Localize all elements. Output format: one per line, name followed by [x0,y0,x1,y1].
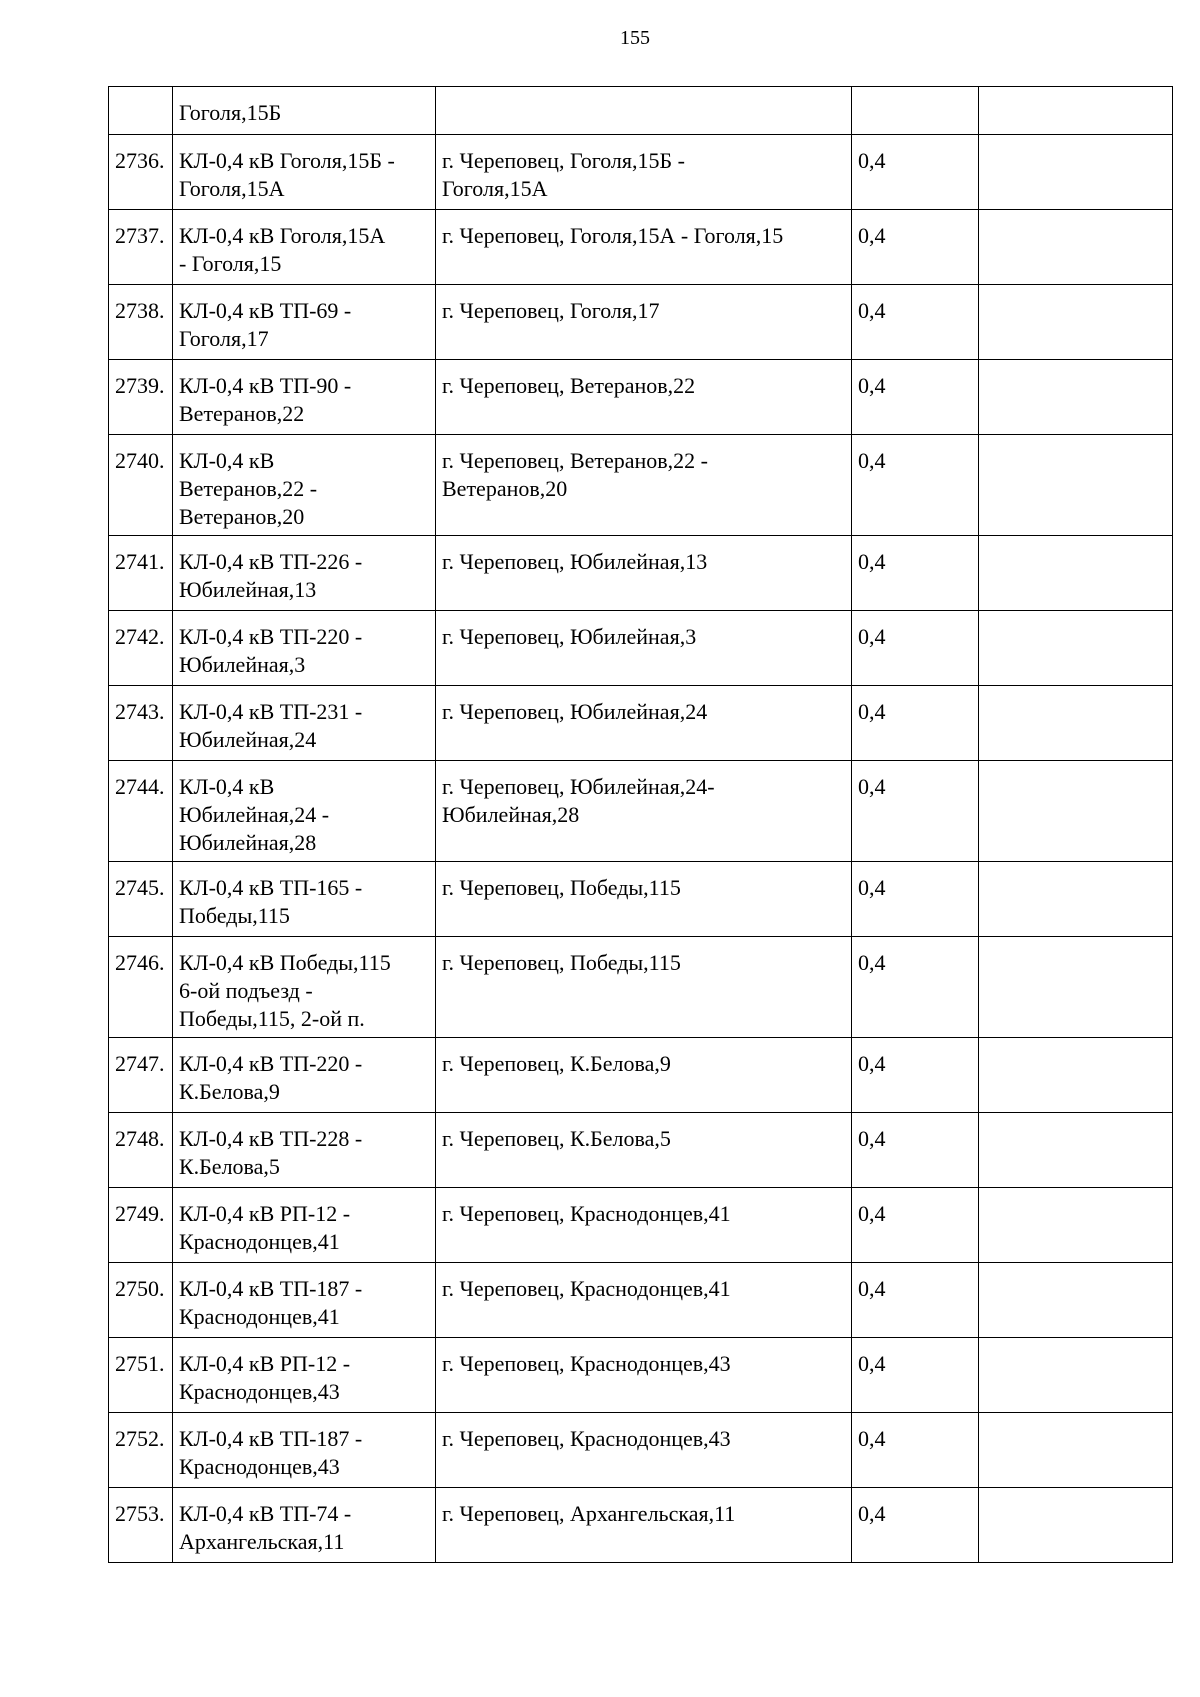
row-number-cell [109,1338,173,1413]
line-address-cell [436,686,852,761]
line-name: КЛ-0,4 кВ Победы,115 6-ой подъезд - Победы,115, 2-ой п. [179,950,391,1031]
line-voltage-cell [852,210,979,285]
line-name-cell [173,611,436,686]
row-number: 2745. [115,875,165,900]
line-name-cell [173,360,436,435]
line-note-cell [979,210,1173,285]
line-name-cell [173,285,436,360]
line-name-cell [173,1338,436,1413]
line-address: г. Череповец, Юбилейная,24 [442,699,708,724]
line-name-cell [173,536,436,611]
table-row [109,1488,1173,1563]
line-note-cell [979,1338,1173,1413]
line-name: КЛ-0,4 кВ ТП-231 - Юбилейная,24 [179,699,363,752]
line-address: г. Череповец, Краснодонцев,43 [442,1426,731,1451]
row-number: 2747. [115,1051,165,1076]
line-address-cell [436,761,852,862]
line-address-cell [436,937,852,1038]
line-name-cell [173,1413,436,1488]
line-voltage-cell [852,1113,979,1188]
row-number-cell [109,1038,173,1113]
line-name: КЛ-0,4 кВ ТП-90 - Ветеранов,22 [179,373,352,426]
line-name-cell [173,862,436,937]
line-address-cell [436,435,852,536]
row-number-cell [109,862,173,937]
line-address-cell [436,360,852,435]
line-address-cell [436,1413,852,1488]
line-address-cell [436,1263,852,1338]
row-number-cell [109,1113,173,1188]
line-note-cell [979,360,1173,435]
row-number-cell [109,135,173,210]
line-voltage: 0,4 [858,298,886,323]
line-voltage: 0,4 [858,1126,886,1151]
line-name: КЛ-0,4 кВ ТП-165 - Победы,115 [179,875,363,928]
line-name-cell [173,1263,436,1338]
table-row [109,611,1173,686]
table-row [109,686,1173,761]
line-voltage-cell [852,87,979,135]
row-number: 2748. [115,1126,165,1151]
line-name: КЛ-0,4 кВ Юбилейная,24 - Юбилейная,28 [179,774,330,855]
line-name: КЛ-0,4 кВ Ветеранов,22 - Ветеранов,20 [179,448,318,529]
line-voltage: 0,4 [858,373,886,398]
row-number: 2740. [115,448,165,473]
row-number-cell [109,611,173,686]
line-note-cell [979,1038,1173,1113]
line-note-cell [979,862,1173,937]
line-address: г. Череповец, Ветеранов,22 - Ветеранов,20 [442,448,709,501]
row-number-cell [109,210,173,285]
line-name-cell [173,686,436,761]
table-row [109,862,1173,937]
row-number: 2750. [115,1276,165,1301]
line-address: г. Череповец, Краснодонцев,41 [442,1276,731,1301]
row-number: 2746. [115,950,165,975]
row-number-cell [109,360,173,435]
line-voltage-cell [852,536,979,611]
line-voltage: 0,4 [858,1351,886,1376]
row-number-cell [109,1188,173,1263]
row-number-cell [109,1488,173,1563]
line-note-cell [979,1488,1173,1563]
line-name: КЛ-0,4 кВ РП-12 - Краснодонцев,41 [179,1201,351,1254]
row-number: 2753. [115,1501,165,1526]
line-name: КЛ-0,4 кВ Гоголя,15Б - Гоголя,15А [179,148,395,201]
line-voltage: 0,4 [858,774,886,799]
line-name-cell [173,210,436,285]
line-note-cell [979,1413,1173,1488]
line-voltage-cell [852,1263,979,1338]
line-voltage: 0,4 [858,699,886,724]
line-voltage: 0,4 [858,1426,886,1451]
row-number: 2736. [115,148,165,173]
line-address: г. Череповец, Краснодонцев,41 [442,1201,731,1226]
row-number: 2738. [115,298,165,323]
line-address-cell [436,135,852,210]
row-number-cell [109,285,173,360]
row-number: 2739. [115,373,165,398]
line-address: г. Череповец, Гоголя,17 [442,298,660,323]
line-voltage: 0,4 [858,875,886,900]
row-number-cell [109,761,173,862]
line-name-cell [173,761,436,862]
line-name: КЛ-0,4 кВ ТП-187 - Краснодонцев,41 [179,1276,363,1329]
line-address: г. Череповец, Победы,115 [442,950,681,975]
row-number-cell [109,1413,173,1488]
line-name-cell [173,937,436,1038]
line-voltage-cell [852,1338,979,1413]
table-row [109,435,1173,536]
line-note-cell [979,536,1173,611]
line-note-cell [979,1113,1173,1188]
line-address: г. Череповец, К.Белова,5 [442,1126,671,1151]
line-name: КЛ-0,4 кВ ТП-220 - К.Белова,9 [179,1051,363,1104]
line-address-cell [436,1338,852,1413]
row-number: 2744. [115,774,165,799]
line-address: г. Череповец, Гоголя,15Б - Гоголя,15А [442,148,685,201]
line-voltage-cell [852,862,979,937]
line-voltage-cell [852,761,979,862]
row-number: 2741. [115,549,165,574]
line-voltage-cell [852,285,979,360]
line-note-cell [979,937,1173,1038]
line-name-cell [173,1038,436,1113]
row-number: 2743. [115,699,165,724]
line-voltage-cell [852,360,979,435]
line-voltage: 0,4 [858,624,886,649]
line-note-cell [979,1263,1173,1338]
line-name: КЛ-0,4 кВ ТП-226 - Юбилейная,13 [179,549,363,602]
line-voltage: 0,4 [858,549,886,574]
line-voltage-cell [852,1038,979,1113]
table-row [109,285,1173,360]
page-number: 155 [620,27,650,49]
table-row [109,1038,1173,1113]
line-note-cell [979,1188,1173,1263]
table-row [109,87,1173,135]
line-address-cell [436,1188,852,1263]
table-row [109,1338,1173,1413]
table-row [109,360,1173,435]
line-note-cell [979,87,1173,135]
line-voltage: 0,4 [858,1501,886,1526]
line-name: КЛ-0,4 кВ ТП-74 - Архангельская,11 [179,1501,352,1554]
cable-lines-table [108,86,1173,1563]
row-number-cell [109,937,173,1038]
row-number-cell [109,1263,173,1338]
line-voltage-cell [852,435,979,536]
line-name: КЛ-0,4 кВ РП-12 - Краснодонцев,43 [179,1351,351,1404]
line-name: КЛ-0,4 кВ ТП-220 - Юбилейная,3 [179,624,363,677]
row-number: 2742. [115,624,165,649]
line-name: КЛ-0,4 кВ ТП-187 - Краснодонцев,43 [179,1426,363,1479]
line-voltage: 0,4 [858,1201,886,1226]
line-address: г. Череповец, Архангельская,11 [442,1501,736,1526]
line-name-cell [173,87,436,135]
line-voltage-cell [852,1188,979,1263]
line-voltage: 0,4 [858,148,886,173]
line-name-cell [173,1488,436,1563]
line-voltage-cell [852,135,979,210]
table-row [109,1263,1173,1338]
line-note-cell [979,761,1173,862]
line-name: Гоголя,15Б [179,100,282,125]
table-row [109,761,1173,862]
row-number: 2752. [115,1426,165,1451]
line-voltage: 0,4 [858,1051,886,1076]
line-name: КЛ-0,4 кВ ТП-228 - К.Белова,5 [179,1126,363,1179]
table-body [109,87,1173,1563]
line-note-cell [979,285,1173,360]
line-note-cell [979,135,1173,210]
line-voltage: 0,4 [858,950,886,975]
line-address-cell [436,87,852,135]
line-address: г. Череповец, К.Белова,9 [442,1051,671,1076]
line-address: г. Череповец, Гоголя,15А - Гоголя,15 [442,223,784,248]
table-row [109,210,1173,285]
line-address-cell [436,1488,852,1563]
line-name-cell [173,1113,436,1188]
line-address: г. Череповец, Краснодонцев,43 [442,1351,731,1376]
line-name-cell [173,435,436,536]
table-row [109,937,1173,1038]
line-voltage: 0,4 [858,1276,886,1301]
line-voltage-cell [852,1488,979,1563]
table-row [109,1413,1173,1488]
line-address: г. Череповец, Ветеранов,22 [442,373,696,398]
line-voltage: 0,4 [858,448,886,473]
line-address: г. Череповец, Победы,115 [442,875,681,900]
row-number: 2751. [115,1351,165,1376]
line-name-cell [173,1188,436,1263]
line-address: г. Череповец, Юбилейная,13 [442,549,708,574]
line-address: г. Череповец, Юбилейная,3 [442,624,697,649]
line-voltage-cell [852,611,979,686]
row-number-cell [109,536,173,611]
row-number: 2737. [115,223,165,248]
line-name: КЛ-0,4 кВ ТП-69 - Гоголя,17 [179,298,352,351]
line-address-cell [436,1113,852,1188]
line-voltage: 0,4 [858,223,886,248]
line-address-cell [436,1038,852,1113]
line-voltage-cell [852,1413,979,1488]
row-number-cell [109,686,173,761]
table-row [109,1113,1173,1188]
row-number-cell [109,87,173,135]
line-address-cell [436,285,852,360]
line-address-cell [436,611,852,686]
table-row [109,1188,1173,1263]
line-voltage-cell [852,937,979,1038]
row-number: 2749. [115,1201,165,1226]
table-row [109,536,1173,611]
line-note-cell [979,686,1173,761]
row-number-cell [109,435,173,536]
table-row [109,135,1173,210]
line-note-cell [979,435,1173,536]
line-address-cell [436,210,852,285]
line-name-cell [173,135,436,210]
line-voltage-cell [852,686,979,761]
line-note-cell [979,611,1173,686]
line-name: КЛ-0,4 кВ Гоголя,15А - Гоголя,15 [179,223,386,276]
line-address: г. Череповец, Юбилейная,24- Юбилейная,28 [442,774,715,827]
line-address-cell [436,536,852,611]
line-address-cell [436,862,852,937]
